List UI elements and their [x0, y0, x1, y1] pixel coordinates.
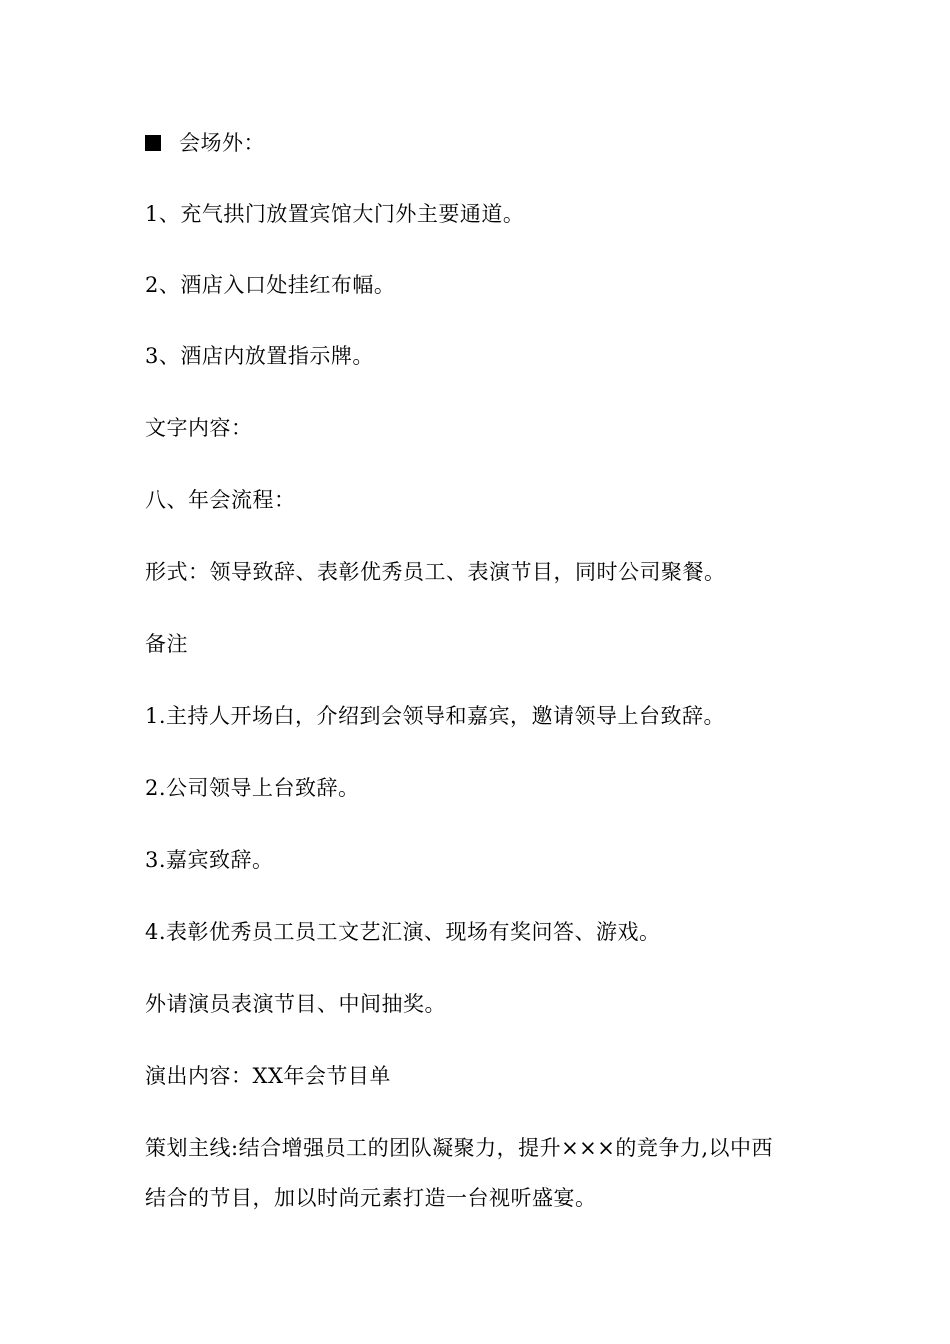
- list-item: 1.主持人开场白，介绍到会领导和嘉宾，邀请领导上台致辞。: [145, 704, 726, 728]
- list-item: 1、充气拱门放置宾馆大门外主要通道。: [145, 202, 525, 226]
- section-heading: 八、年会流程：: [145, 488, 296, 512]
- heading-outside-text: 会场外：: [179, 131, 265, 155]
- list-item: 4.表彰优秀员工员工文艺汇演、现场有奖问答、游戏。: [145, 920, 661, 944]
- form-description: 形式：领导致辞、表彰优秀员工、表演节目，同时公司聚餐。: [145, 560, 726, 584]
- external-performers-text: 外请演员表演节目、中间抽奖。: [145, 992, 446, 1016]
- heading-outside-venue: [145, 128, 825, 158]
- list-item: 2、酒店入口处挂红布幅。: [145, 273, 396, 297]
- list-item: 3.嘉宾致辞。: [145, 848, 274, 872]
- list-item: 2.公司领导上台致辞。: [145, 776, 360, 800]
- text-content-label: 文字内容：: [145, 416, 253, 440]
- performance-content-text: 演出内容：XX年会节目单: [145, 1064, 391, 1088]
- planning-text-line: 结合的节目，加以时尚元素打造一台视听盛宴。: [145, 1186, 597, 1210]
- list-item: 3、酒店内放置指示牌。: [145, 344, 374, 368]
- square-bullet-icon: [145, 135, 161, 151]
- remarks-label: 备注: [145, 632, 188, 656]
- planning-text-line: 策划主线:结合增强员工的团队凝聚力，提升×××的竞争力,以中西: [145, 1136, 774, 1160]
